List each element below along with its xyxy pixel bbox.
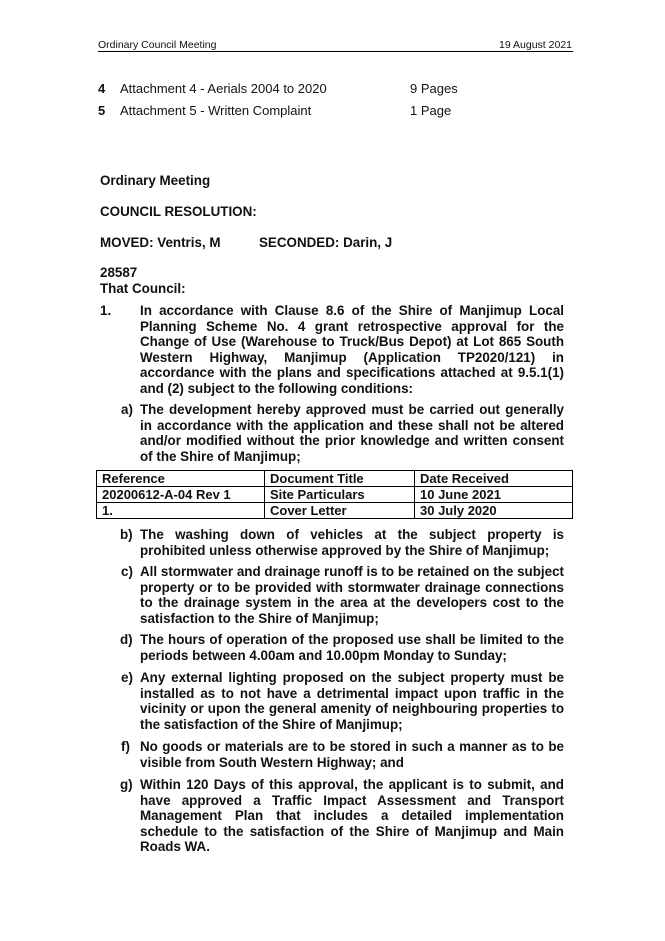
condition-f-text: No goods or materials are to be stored in such a manner as to be visible from South Western Highway; and bbox=[140, 739, 564, 770]
resolution-number: 28587 bbox=[100, 265, 138, 280]
table-header-cell: Date Received bbox=[415, 471, 573, 487]
condition-e-text: Any external lighting proposed on the subject property must be installed as to not have a detrimental impact upon traffic in the vicinity or upon the general amenity of neighbouring properties to the satisfaction of the Shire of Manjimup; bbox=[140, 670, 564, 732]
attachment-row bbox=[98, 81, 568, 97]
attachment-pages: 1 Page bbox=[410, 103, 452, 118]
condition-marker: a) bbox=[121, 402, 133, 417]
reference-table bbox=[96, 470, 573, 519]
condition-marker: e) bbox=[121, 670, 133, 685]
condition-d-text: The hours of operation of the proposed use shall be limited to the periods between 4.00am and 10.00pm Monday to Sunday; bbox=[140, 632, 564, 663]
attachment-number: 5 bbox=[98, 103, 106, 118]
meeting-type: Ordinary Meeting bbox=[100, 173, 211, 188]
table-cell: Cover Letter bbox=[265, 503, 415, 519]
attachment-row bbox=[98, 103, 568, 119]
attachment-title: Attachment 5 - Written Complaint bbox=[120, 103, 312, 118]
that-council: That Council: bbox=[100, 281, 186, 296]
attachment-title: Attachment 4 - Aerials 2004 to 2020 bbox=[120, 81, 327, 96]
header-title: Ordinary Council Meeting bbox=[98, 39, 217, 51]
table-header-cell: Reference bbox=[97, 471, 265, 487]
table-cell: 30 July 2020 bbox=[415, 503, 573, 519]
moved-by: MOVED: Ventris, M bbox=[100, 235, 221, 250]
condition-marker: b) bbox=[120, 527, 133, 542]
table-cell: 20200612-A-04 Rev 1 bbox=[97, 487, 265, 503]
table-cell: 10 June 2021 bbox=[415, 487, 573, 503]
condition-marker: f) bbox=[121, 739, 130, 754]
table-header-cell: Document Title bbox=[265, 471, 415, 487]
item-marker: 1. bbox=[100, 303, 112, 318]
attachment-pages: 9 Pages bbox=[410, 81, 458, 96]
condition-b-text: The washing down of vehicles at the subject property is prohibited unless otherwise approved by the Shire of Manjimup; bbox=[140, 527, 564, 558]
condition-marker: d) bbox=[120, 632, 133, 647]
resolution-heading: COUNCIL RESOLUTION: bbox=[100, 204, 257, 219]
table-cell: Site Particulars bbox=[265, 487, 415, 503]
condition-marker: g) bbox=[120, 777, 133, 792]
item-1-text: In accordance with Clause 8.6 of the Shire of Manjimup Local Planning Scheme No. 4 grant retrospective approval for the Change of Use (Warehouse to Truck/Bus Depot) at Lot 865 South Western Highway, Manjimup (Application TP2020/121) in accordance with the plans and specifications attached at 9.5.1(1) and (2) subject to the following conditions: bbox=[140, 303, 564, 396]
table-row bbox=[97, 487, 573, 503]
condition-a-text: The development hereby approved must be carried out generally in accordance with the application and these shall not be altered and/or modified without the prior knowledge and written consent of the Shire of Manjimup; bbox=[140, 402, 564, 464]
table-cell: 1. bbox=[97, 503, 265, 519]
condition-c-text: All stormwater and drainage runoff is to be retained on the subject property or to be provided with stormwater drainage connections to the drainage system in the area at the developers cost to the satisfaction to the Shire of Manjimup; bbox=[140, 564, 564, 626]
seconded-by: SECONDED: Darin, J bbox=[259, 235, 393, 250]
condition-marker: c) bbox=[121, 564, 133, 579]
header-rule bbox=[98, 51, 573, 52]
table-header-row bbox=[97, 471, 573, 487]
attachment-number: 4 bbox=[98, 81, 106, 96]
header-date: 19 August 2021 bbox=[499, 39, 572, 51]
table-row bbox=[97, 503, 573, 519]
condition-g-text: Within 120 Days of this approval, the applicant is to submit, and have approved a Traffic Impact Assessment and Transport Management Plan that includes a detailed implementation schedule to the satisfaction of the Shire of Manjimup and Main Roads WA. bbox=[140, 777, 564, 854]
